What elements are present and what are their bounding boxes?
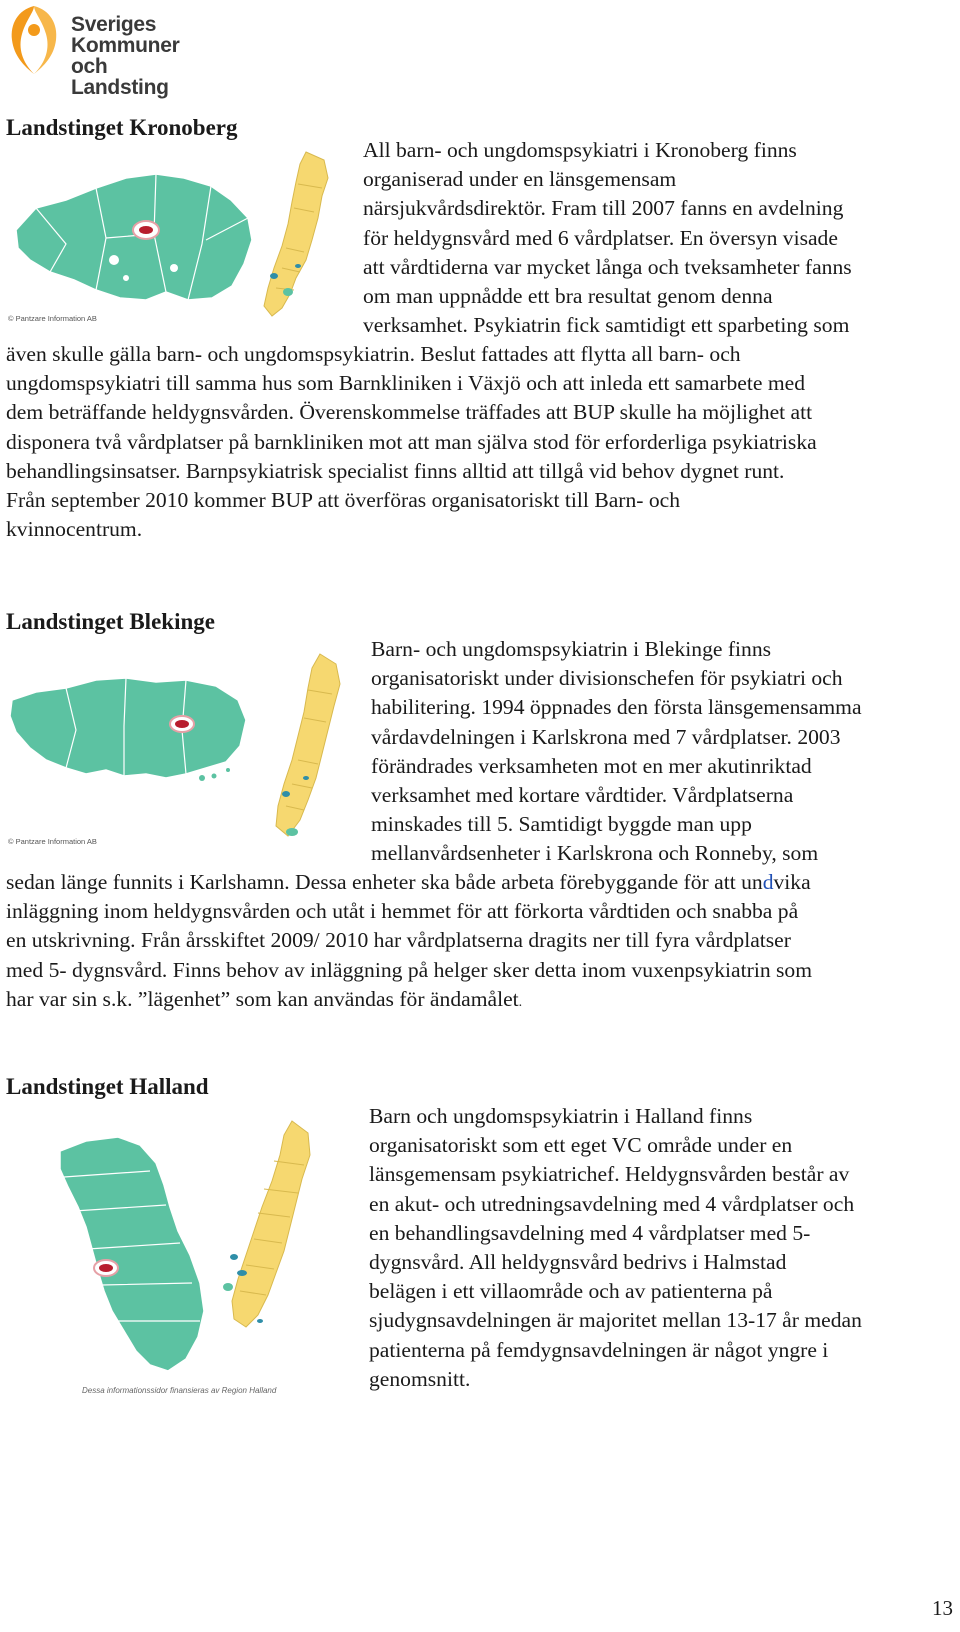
text-run: vika [773,870,811,894]
text-line: verksamhet. Psykiatrin fick samtidigt ett sparbeting som [363,313,850,338]
section-heading-blekinge: Landstinget Blekinge [6,609,215,634]
text-line: verksamhet med kortare vårdtider. Vårdplatserna [371,783,794,808]
text-line: en akut- och utredningsavdelning med 4 vårdplatser och [369,1191,855,1216]
text-line: en utskrivning. Från årsskiftet 2009/ 2010 har vårdplatserna dragits ner till fyra vårdplatser [6,928,791,953]
text-line [6,868,812,897]
section-text-blekinge-top [371,635,862,869]
text-line: belägen i ett villaområde och av patienterna på [369,1279,773,1304]
text-line: organiserad under en länsgemensam [363,167,677,192]
text-line: organisatoriskt som ett eget VC område under en [369,1133,793,1158]
logo [4,4,194,99]
region-map-image [6,650,351,855]
section-text-kronoberg-bottom [6,340,817,544]
map-kronoberg [6,148,346,338]
text-line: länsgemensam psykiatrichef. Heldygnsvården består av [369,1162,850,1187]
text-line: mellanvårdsenheter i Karlskrona och Ronneby, som [371,841,819,866]
text-line: habilitering. 1994 öppnades den första länsgemensamma [371,695,862,720]
text-line: kvinnocentrum. [6,517,143,542]
section-text-kronoberg-top [363,136,852,340]
text-line [6,985,812,1017]
logo-figure-icon [4,4,64,76]
text-line: att vårdtiderna var mycket långa och tveksamheter fanns [363,254,852,279]
section-heading-kronoberg: Landstinget Kronoberg [6,115,238,140]
text-line: inläggning inom heldygnsvården och utåt i hemmet för att förkorta vårdtiden och snabba på [6,899,799,924]
section-text-blekinge-bottom [6,868,812,1017]
text-line: även skulle gälla barn- och ungdomspsykiatrin. Beslut fattades att flytta all barn- och [6,342,741,366]
text-line: sjudygnsavdelningen är majoritet mellan 13-17 år medan [369,1308,862,1333]
map-credit: © Pantzare Information AB [8,314,97,323]
text-line: patienterna på femdygnsavdelningen är något yngre i [369,1337,829,1362]
logo-line-2: Kommuner [71,34,180,57]
section-heading-halland: Landstinget Halland [6,1074,209,1099]
region-map-image [40,1115,360,1400]
text-line: genomsnitt. [369,1366,471,1391]
text-run-blue: d [762,870,774,894]
text-run: . [518,994,523,1010]
text-line: en behandlingsavdelning med 4 vårdplatser med 5- [369,1220,811,1245]
text-line: om man uppnådde ett bra resultat genom denna [363,284,773,309]
text-line: Från september 2010 kommer BUP att överföras organisatoriskt till Barn- och [6,488,681,513]
region-map-image [6,148,346,338]
text-line: dygnsvård. All heldygnsvård bedrivs i Halmstad [369,1250,787,1275]
text-line: närsjukvårdsdirektör. Fram till 2007 fanns en avdelning [363,196,844,221]
text-line: ungdomspsykiatri till samma hus som Barnkliniken i Växjö och att inleda ett samarbete med [6,371,806,396]
page-number: 13 [932,1596,953,1620]
text-line: All barn- och ungdomspsykiatri i Kronoberg finns [363,138,797,162]
text-line: förändrades verksamheten mot en mer akutinriktad [371,753,812,778]
logo-line-1: Sveriges [71,13,157,36]
text-line: minskades till 5. Samtidigt byggde man upp [371,812,752,837]
section-text-halland [369,1102,862,1394]
map-blekinge [6,650,351,855]
text-line: dem beträffande heldygnsvården. Överenskommelse träffades att BUP skulle ha möjlighet att [6,400,813,425]
text-line: Barn och ungdomspsykiatrin i Halland finns [369,1104,753,1128]
text-line: för heldygnsvård med 6 vårdplatser. En översyn visade [363,225,838,250]
text-line: behandlingsinsatser. Barnpsykiatrisk specialist finns alltid att tillgå vid behov dygnet runt. [6,458,785,483]
text-line: vårdavdelningen i Karlskrona med 7 vårdplatser. 2003 [371,724,841,749]
text-line: disponera två vårdplatser på barnkliniken mot att man själva stod för erforderliga psykiatriska [6,429,817,454]
map-halland [40,1115,360,1400]
text-run: sedan länge funnits i Karlshamn. Dessa enheter ska både arbeta förebyggande för att un [6,870,763,894]
logo-line-3: och Landsting [71,55,169,99]
text-line: organisatoriskt under divisionschefen för psykiatri och [371,666,843,691]
map-credit: © Pantzare Information AB [8,837,97,846]
text-line: med 5- dygnsvård. Finns behov av inläggning på helger sker detta inom vuxenpsykiatrin som [6,957,813,982]
text-line: Barn- och ungdomspsykiatrin i Blekinge finns [371,637,772,661]
text-run: har var sin s.k. ”lägenhet” som kan användas för ändamålet [6,986,519,1011]
map-credit: Dessa informationssidor finansieras av Region Halland [82,1386,277,1395]
